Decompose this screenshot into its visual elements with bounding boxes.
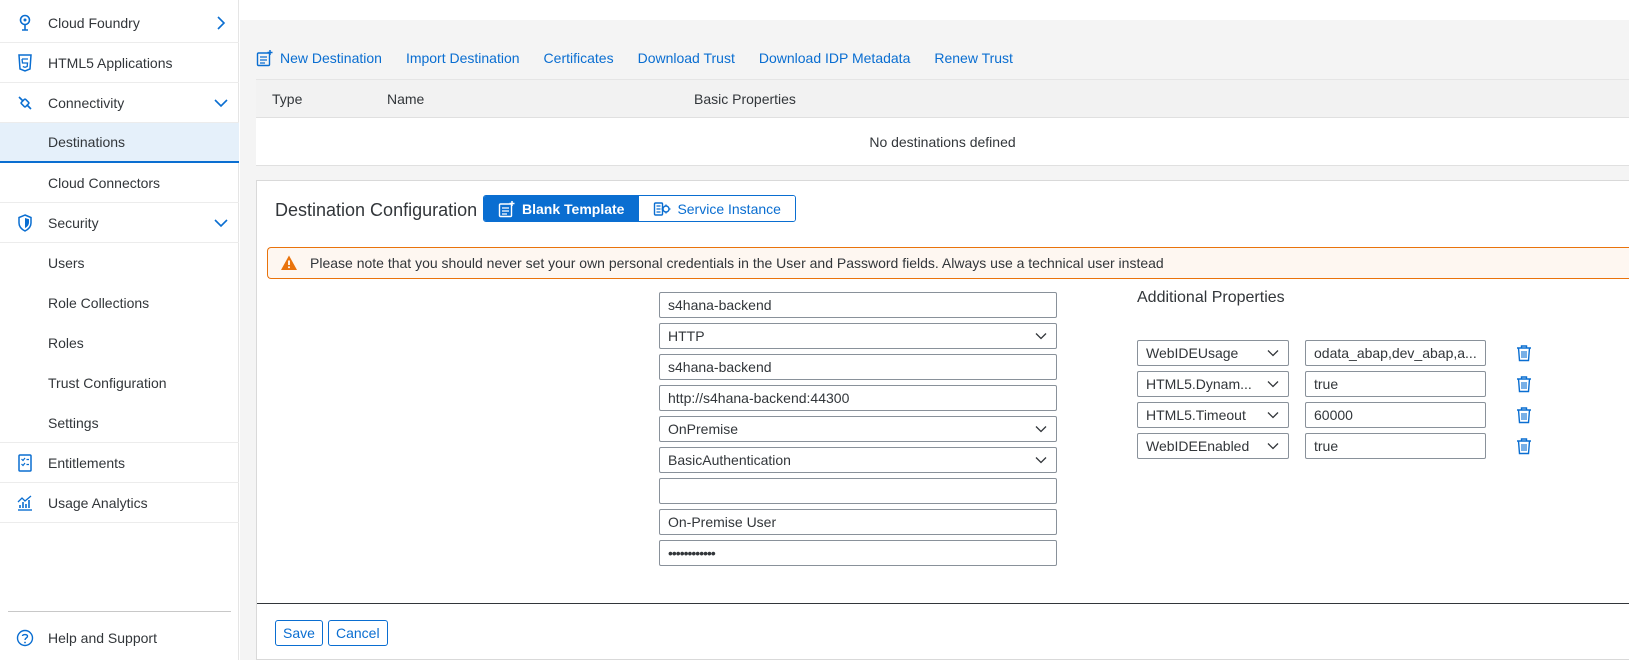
sidebar bbox=[0, 0, 239, 660]
sidebar-item-label: Help and Support bbox=[48, 630, 157, 646]
warning-text: Please note that you should never set your own personal credentials in the User and Password fields. Always use a technical user instead bbox=[310, 255, 1164, 271]
cancel-button[interactable]: Cancel bbox=[328, 620, 388, 646]
table-header bbox=[256, 80, 1629, 118]
chevron-right-icon bbox=[213, 15, 229, 31]
property-value-input[interactable] bbox=[1305, 433, 1486, 459]
property-key-value: WebIDEEnabled bbox=[1146, 438, 1250, 454]
property-value-text: true bbox=[1314, 438, 1339, 454]
blank-template-button[interactable] bbox=[484, 196, 638, 221]
location-id-input[interactable] bbox=[659, 478, 1057, 504]
delete-icon[interactable] bbox=[1515, 344, 1533, 362]
delete-icon[interactable] bbox=[1515, 406, 1533, 424]
chevron-down-icon bbox=[1266, 346, 1280, 360]
proxy-type-select[interactable] bbox=[659, 416, 1057, 442]
type-select[interactable] bbox=[659, 323, 1057, 349]
form-row-type bbox=[257, 323, 1057, 349]
form-row-url bbox=[257, 385, 1057, 411]
form-row-name bbox=[257, 292, 1057, 318]
chevron-down-icon bbox=[1266, 439, 1280, 453]
service-instance-icon bbox=[653, 200, 671, 218]
html5-icon bbox=[16, 54, 34, 72]
help-icon bbox=[16, 629, 34, 647]
toolbar bbox=[256, 44, 1037, 72]
sidebar-item-users[interactable] bbox=[0, 243, 239, 283]
sidebar-item-label: Destinations bbox=[48, 134, 126, 150]
destination-configuration-panel bbox=[256, 180, 1629, 660]
password-input[interactable]: •••••••••••• bbox=[659, 540, 1057, 566]
property-key-value: WebIDEUsage bbox=[1146, 345, 1239, 361]
analytics-icon bbox=[16, 494, 34, 512]
delete-icon[interactable] bbox=[1515, 375, 1533, 393]
property-key-value: HTML5.Dynam... bbox=[1146, 376, 1252, 392]
shield-icon bbox=[16, 214, 34, 232]
save-button[interactable]: Save bbox=[275, 620, 323, 646]
property-key-select[interactable] bbox=[1137, 371, 1289, 397]
service-instance-button[interactable] bbox=[638, 196, 795, 221]
property-row bbox=[1137, 340, 1537, 366]
description-input[interactable]: s4hana-backend bbox=[659, 354, 1057, 380]
form-row-password bbox=[257, 540, 1057, 566]
chevron-down-icon bbox=[1034, 422, 1048, 436]
property-value-text: 60000 bbox=[1314, 407, 1353, 423]
property-key-value: HTML5.Timeout bbox=[1146, 407, 1246, 423]
sidebar-item-label: Roles bbox=[48, 335, 84, 351]
connectivity-icon bbox=[16, 94, 34, 112]
top-bar bbox=[240, 0, 1629, 20]
additional-properties-title: Additional Properties bbox=[1137, 289, 1285, 306]
entitlements-icon bbox=[16, 454, 34, 472]
download-trust-button[interactable]: Download Trust bbox=[637, 50, 735, 66]
sidebar-item-role-collections[interactable] bbox=[0, 283, 239, 323]
sidebar-item-settings[interactable] bbox=[0, 403, 239, 443]
renew-trust-button[interactable]: Renew Trust bbox=[934, 50, 1013, 66]
property-row bbox=[1137, 433, 1537, 459]
property-value-text: true bbox=[1314, 376, 1339, 392]
sidebar-item-cloud-connectors[interactable] bbox=[0, 163, 239, 203]
chevron-down-icon bbox=[213, 95, 229, 111]
cloud-foundry-icon bbox=[16, 14, 34, 32]
chevron-down-icon bbox=[213, 215, 229, 231]
form-row-proxy-type bbox=[257, 416, 1057, 442]
sidebar-item-label: Cloud Foundry bbox=[48, 14, 140, 31]
user-input[interactable]: On-Premise User bbox=[659, 509, 1057, 535]
form-row-location-id bbox=[257, 478, 1057, 504]
url-input[interactable]: http://s4hana-backend:44300 bbox=[659, 385, 1057, 411]
sidebar-item-label: Users bbox=[48, 255, 85, 271]
property-value-input[interactable] bbox=[1305, 371, 1486, 397]
blank-template-label: Blank Template bbox=[522, 200, 625, 217]
property-key-select[interactable] bbox=[1137, 433, 1289, 459]
property-value-input[interactable] bbox=[1305, 340, 1486, 366]
authentication-select-value: BasicAuthentication bbox=[668, 452, 791, 468]
sidebar-item-label: Entitlements bbox=[48, 454, 126, 471]
property-value-input[interactable] bbox=[1305, 402, 1486, 428]
warning-icon bbox=[280, 254, 298, 272]
proxy-type-select-value: OnPremise bbox=[668, 421, 739, 437]
sidebar-item-label: Cloud Connectors bbox=[48, 174, 161, 191]
property-key-select[interactable] bbox=[1137, 340, 1289, 366]
sidebar-item-usage-analytics[interactable] bbox=[0, 483, 239, 523]
main-content bbox=[240, 0, 1629, 660]
sidebar-item-roles[interactable] bbox=[0, 323, 239, 363]
chevron-down-icon bbox=[1266, 408, 1280, 422]
column-header-basic-properties: Basic Properties bbox=[694, 91, 796, 107]
form-row-user bbox=[257, 509, 1057, 535]
sidebar-item-security[interactable] bbox=[0, 203, 239, 243]
sidebar-item-destinations[interactable] bbox=[0, 123, 239, 163]
sidebar-item-label: Security bbox=[48, 214, 99, 231]
name-input[interactable]: s4hana-backend bbox=[659, 292, 1057, 318]
divider bbox=[8, 611, 231, 612]
certificates-button[interactable]: Certificates bbox=[543, 50, 614, 66]
sidebar-item-cloud-foundry[interactable] bbox=[0, 3, 239, 43]
form-row-description bbox=[257, 354, 1057, 380]
delete-icon[interactable] bbox=[1515, 437, 1533, 455]
empty-table-message: No destinations defined bbox=[256, 118, 1629, 166]
footer-divider bbox=[257, 603, 1629, 604]
new-destination-icon bbox=[256, 49, 274, 67]
service-instance-label: Service Instance bbox=[677, 200, 781, 217]
new-destination-button[interactable] bbox=[256, 49, 382, 67]
type-select-value: HTTP bbox=[668, 328, 705, 344]
form-row-authentication bbox=[257, 447, 1057, 473]
column-header-name: Name bbox=[387, 91, 425, 107]
chevron-down-icon bbox=[1034, 453, 1048, 467]
download-idp-metadata-button[interactable]: Download IDP Metadata bbox=[758, 50, 911, 66]
import-destination-button[interactable]: Import Destination bbox=[405, 50, 520, 66]
warning-message-strip bbox=[267, 247, 1629, 279]
chevron-down-icon bbox=[1034, 329, 1048, 343]
sidebar-item-connectivity[interactable] bbox=[0, 83, 239, 123]
config-title: Destination Configuration bbox=[275, 200, 478, 220]
destinations-table bbox=[256, 79, 1629, 165]
property-key-select[interactable] bbox=[1137, 402, 1289, 428]
sidebar-item-label: Connectivity bbox=[48, 94, 125, 111]
column-header-type: Type bbox=[272, 91, 303, 107]
sidebar-item-label: Usage Analytics bbox=[48, 494, 148, 511]
sidebar-item-label: HTML5 Applications bbox=[48, 54, 173, 71]
blank-template-icon bbox=[498, 200, 516, 218]
sidebar-item-entitlements[interactable] bbox=[0, 443, 239, 483]
property-value-text: odata_abap,dev_abap,a... bbox=[1314, 345, 1477, 361]
sidebar-item-help-and-support[interactable] bbox=[0, 618, 239, 658]
template-segmented-button bbox=[483, 195, 796, 222]
sidebar-item-label: Trust Configuration bbox=[48, 375, 167, 391]
chevron-down-icon bbox=[1266, 377, 1280, 391]
sidebar-item-label: Role Collections bbox=[48, 295, 150, 311]
sidebar-item-html5-applications[interactable] bbox=[0, 43, 239, 83]
property-row bbox=[1137, 402, 1537, 428]
sidebar-item-trust-configuration[interactable] bbox=[0, 363, 239, 403]
authentication-select[interactable] bbox=[659, 447, 1057, 473]
new-destination-label: New Destination bbox=[280, 50, 382, 66]
sidebar-item-label: Settings bbox=[48, 414, 99, 431]
property-row bbox=[1137, 371, 1537, 397]
